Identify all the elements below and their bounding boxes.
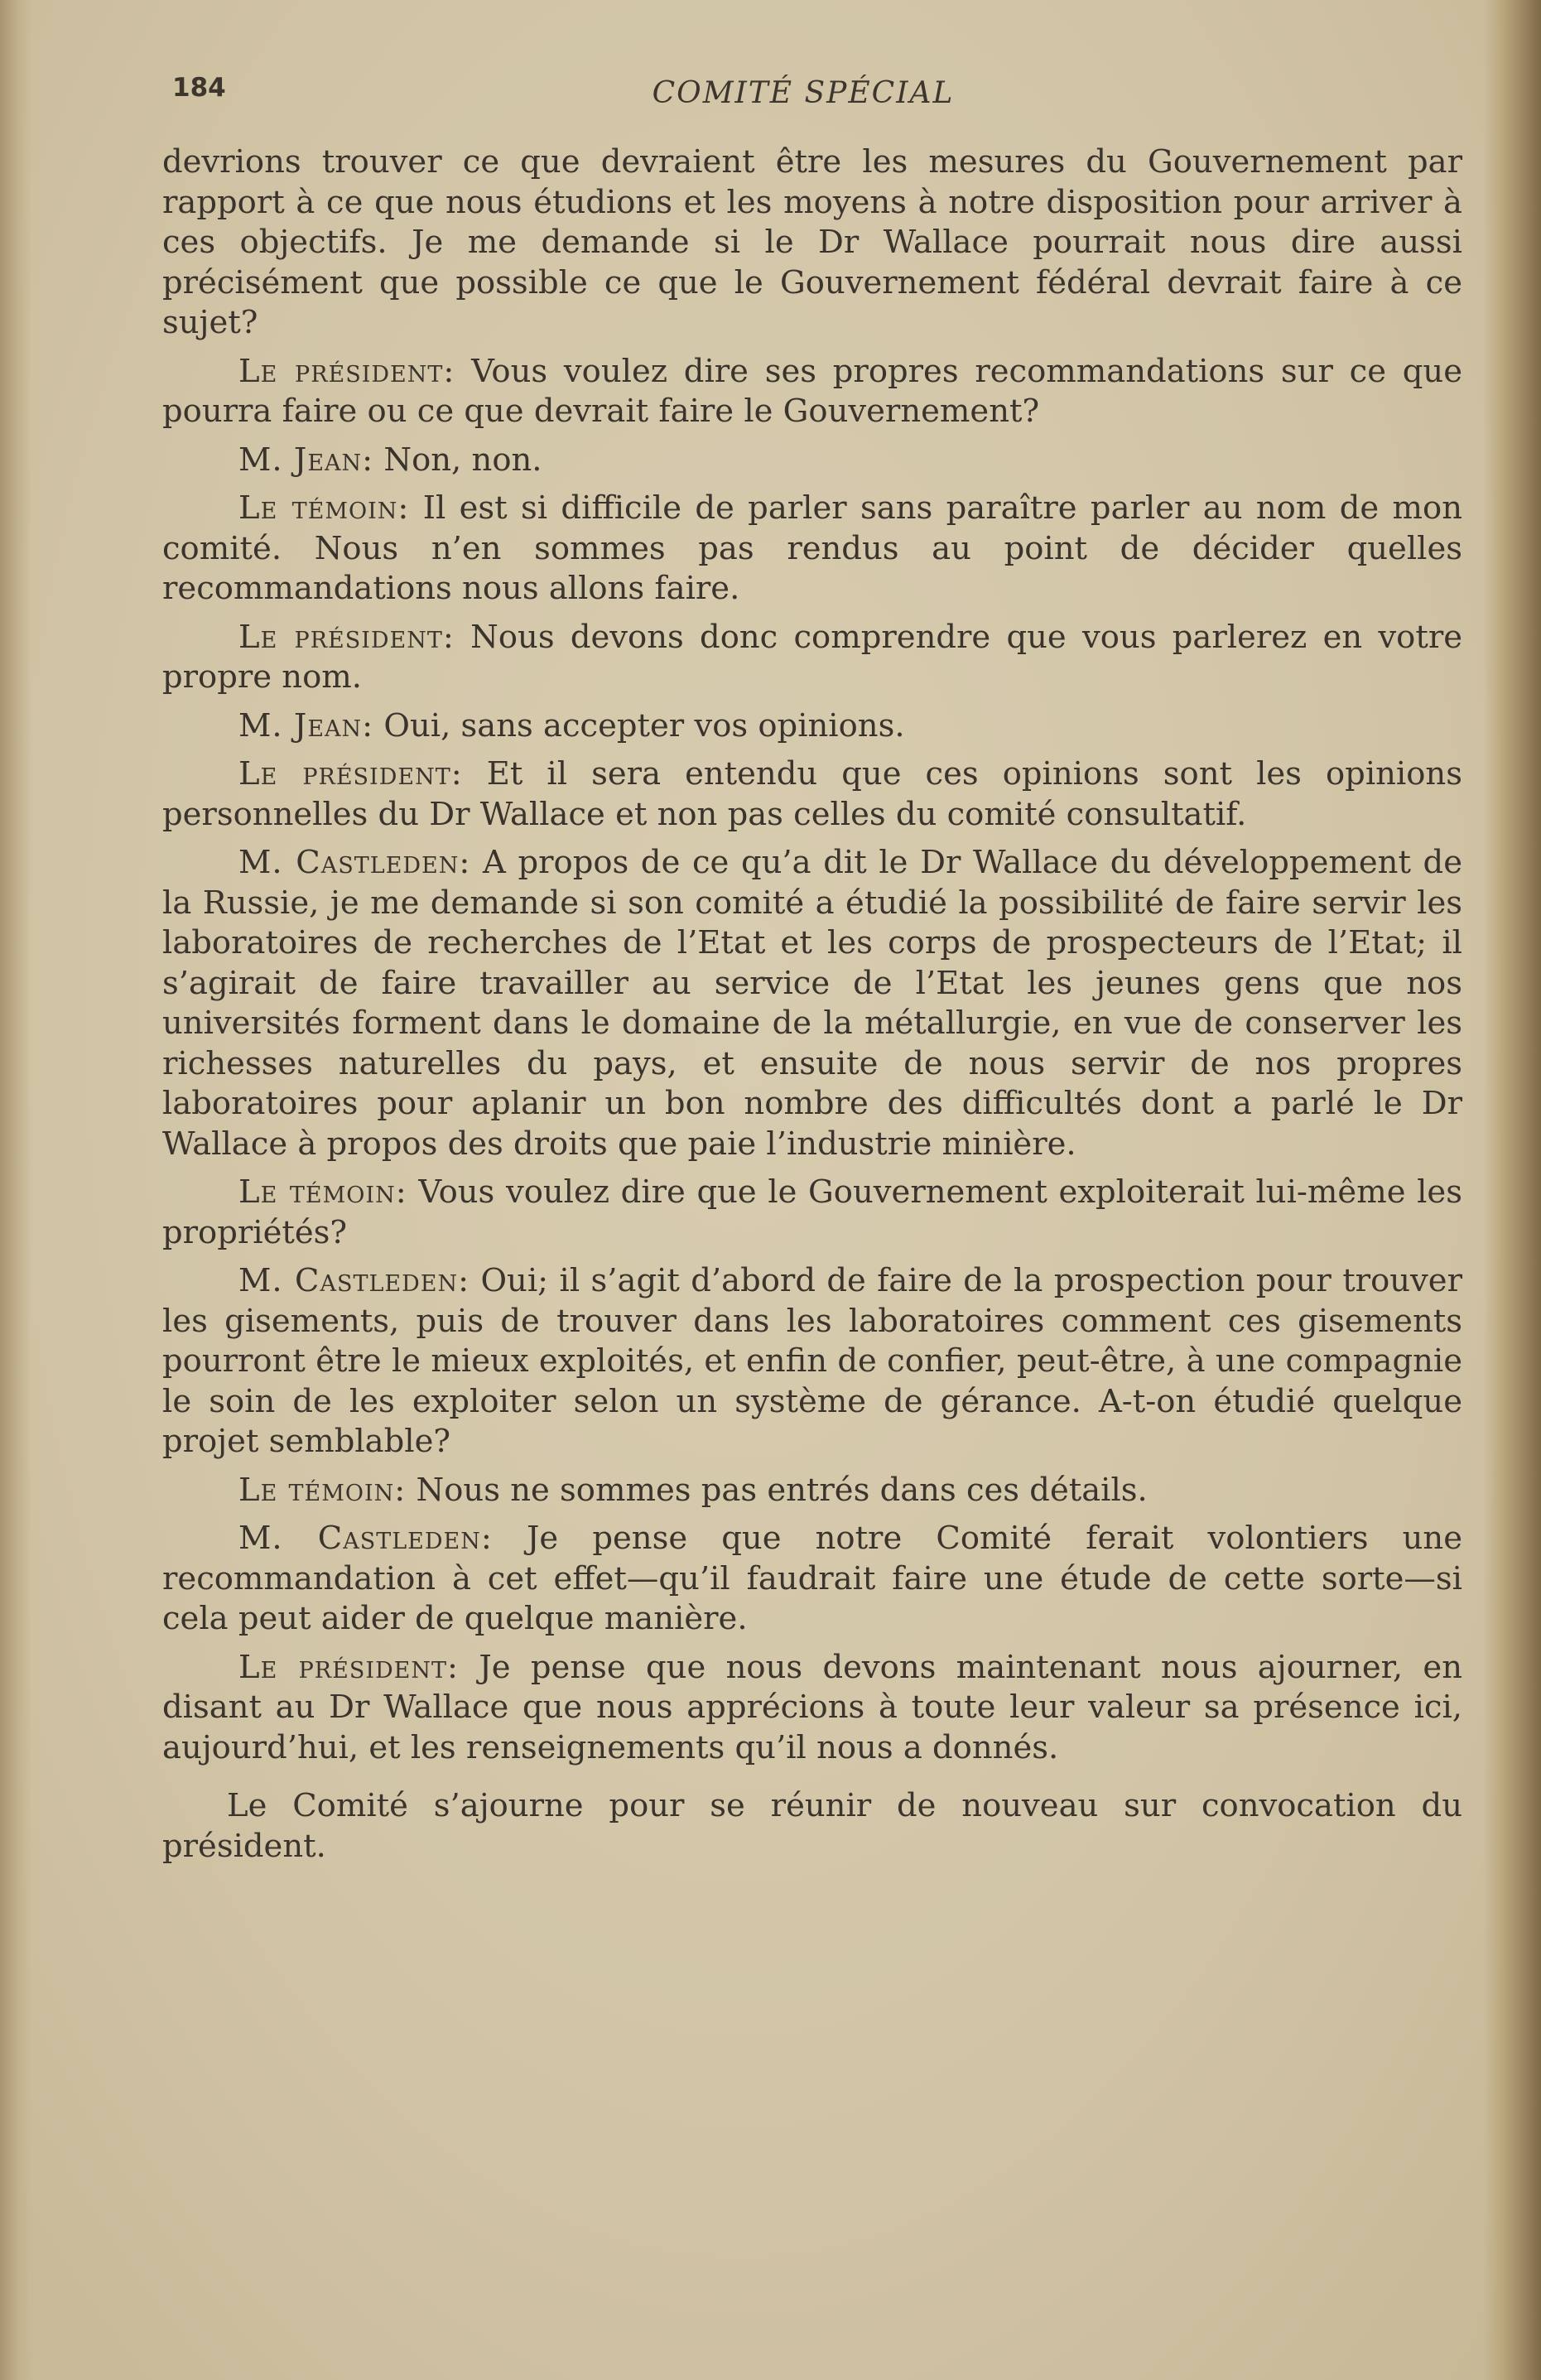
speaker-label: Le président: [238,618,455,656]
speaker-label: M. Castleden: [238,844,471,881]
paragraph [162,352,1462,432]
paragraph-text: Non, non. [383,441,542,479]
paragraph [162,489,1462,609]
paragraph-text: Il est si difficile de parler sans paraître parler au nom de mon comité. Nous n’en sommes pas rendus au point de décider quelles recommandations nous allons faire. [162,489,1462,607]
speaker-label: M. Castleden: [238,1520,493,1557]
speaker-label: Le témoin: [238,1173,407,1211]
paragraph [162,1261,1462,1462]
speaker-label: M. Castleden: [238,1262,470,1299]
paragraph-text: Vous voulez dire que le Gouvernement exploiterait lui-même les propriétés? [162,1173,1462,1251]
paragraph [162,706,1462,747]
paragraph [162,618,1462,698]
speaker-label: Le témoin: [238,1471,407,1509]
paragraph-text: A propos de ce qu’a dit le Dr Wallace du développement de la Russie, je me demande si son comité a étudié la possibilité de faire servir les laboratoires de recherches de l’Etat et les corps de prospecteurs de l’Etat; il s’agirait de faire travailler au service de l’Etat les jeunes gens que nos universités forment dans le domaine de la métallurgie, en vue de conserver les richesses naturelles du pays, et ensuite de nous servir de nos propres laboratoires pour aplanir un bon nombre des difficultés dont a parlé le Dr Wallace à propos des droits que paie l’industrie minière. [162,844,1462,1163]
speaker-label: Le président: [238,1648,459,1686]
paragraph-text: Je pense que nous devons maintenant nous ajourner, en disant au Dr Wallace que nous apprécions à toute leur valeur sa présence ici, aujourd’hui, et les renseignements qu’il nous a donnés. [162,1648,1463,1766]
page-gutter-shadow [0,0,31,2380]
speaker-label: M. Jean: [238,441,374,479]
paragraph [162,1173,1462,1253]
page-number: 184 [172,73,226,103]
speaker-label: Le président: [238,352,455,390]
transcript-body [162,142,1462,1875]
page-edge-shadow [1483,0,1541,2380]
speaker-label: Le président: [238,755,463,793]
paragraph-text: Vous voulez dire ses propres recommandations sur ce que pourra faire ou ce que devrait faire le Gouvernement? [162,352,1462,430]
paragraph-text: Je pense que notre Comité ferait volontiers une recommandation à cet effet—qu’il faudrait faire une étude de cette sorte—si cela peut aider de quelque manière. [162,1520,1462,1637]
speaker-label: Le témoin: [238,489,410,527]
paragraph-text: Nous devons donc comprendre que vous parlerez en votre propre nom. [162,618,1463,696]
paragraph [162,1519,1462,1640]
speaker-label: M. Jean: [238,706,374,744]
paragraph-text: Oui, sans accepter vos opinions. [383,706,905,744]
paragraph-text: Oui; il s’agit d’abord de faire de la prospection pour trouver les gisements, puis de trouver dans les laboratoires comment ces gisements pourront être le mieux exploités, et enfin de confier, peut-être, à une compagnie le soin de les exploiter selon un système de gérance. A-t-on étudié quelque projet semblable? [162,1262,1462,1460]
paragraph-continued [162,142,1462,344]
paragraph-text: Et il sera entendu que ces opinions sont les opinions personnelles du Dr Wallace et non pas celles du comité consultatif. [162,755,1462,833]
running-title: COMITÉ SPÉCIAL [652,76,955,110]
paragraph-text: devrions trouver ce que devraient être les mesures du Gouvernement par rapport à ce que nous étudions et les moyens à notre disposition pour arriver à ces objectifs. Je me demande si le Dr Wallace pourrait nous dire aussi précisément que possible ce que le Gouvernement fédéral devrait faire à ce sujet? [162,143,1462,341]
paragraph [162,441,1462,481]
paragraph [162,1648,1462,1769]
paragraph-text: Nous ne sommes pas entrés dans ces détails. [416,1471,1148,1509]
paragraph [162,754,1462,835]
paragraph [162,1471,1462,1511]
paragraph [162,843,1462,1164]
closing-line: Le Comité s’ajourne pour se réunir de nouveau sur convocation du président. [162,1787,1462,1865]
